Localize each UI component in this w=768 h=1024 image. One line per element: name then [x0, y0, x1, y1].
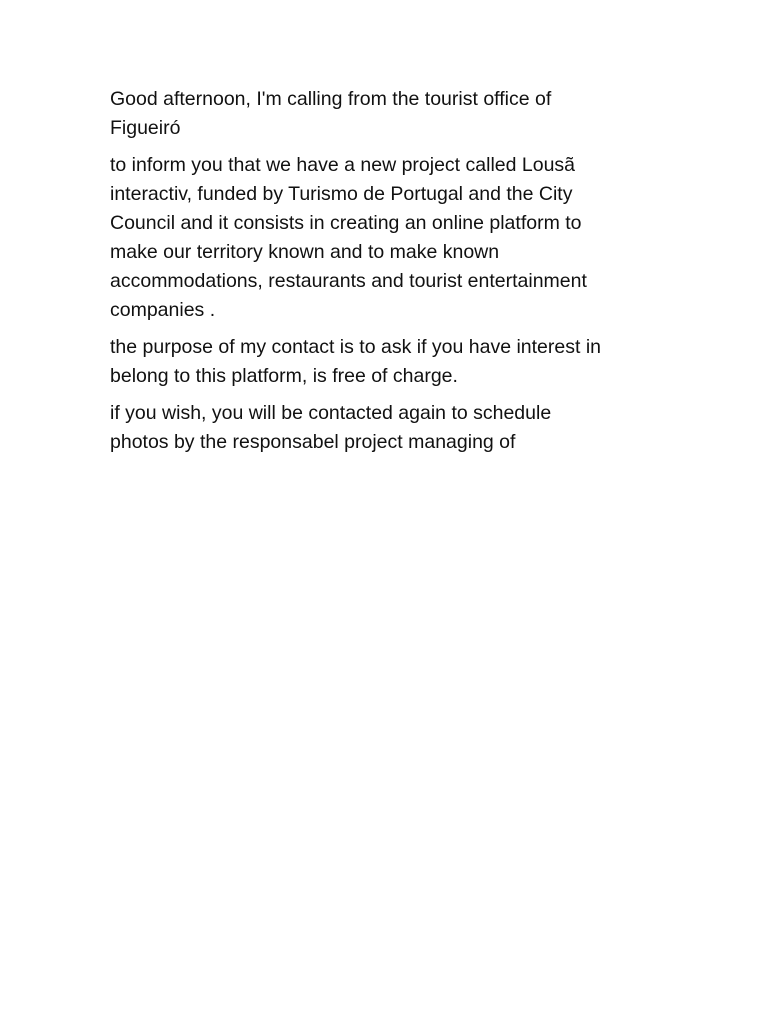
- paragraph-project-description: to inform you that we have a new project called Lousã interactiv, funded by Turismo de Portugal and the City Council and it consists in creating an online platform to make our territory known and to make known accommodations, restaurants and tourist entertainment companies .: [110, 154, 587, 321]
- paragraph-greeting: Good afternoon, I'm calling from the tourist office of Figueiró: [110, 88, 552, 139]
- document-body: [110, 85, 670, 465]
- paragraph-follow-up: if you wish, you will be contacted again to schedule photos by the responsabel project managing of: [110, 402, 552, 453]
- paragraph-purpose: the purpose of my contact is to ask if you have interest in belong to this platform, is free of charge.: [110, 336, 602, 387]
